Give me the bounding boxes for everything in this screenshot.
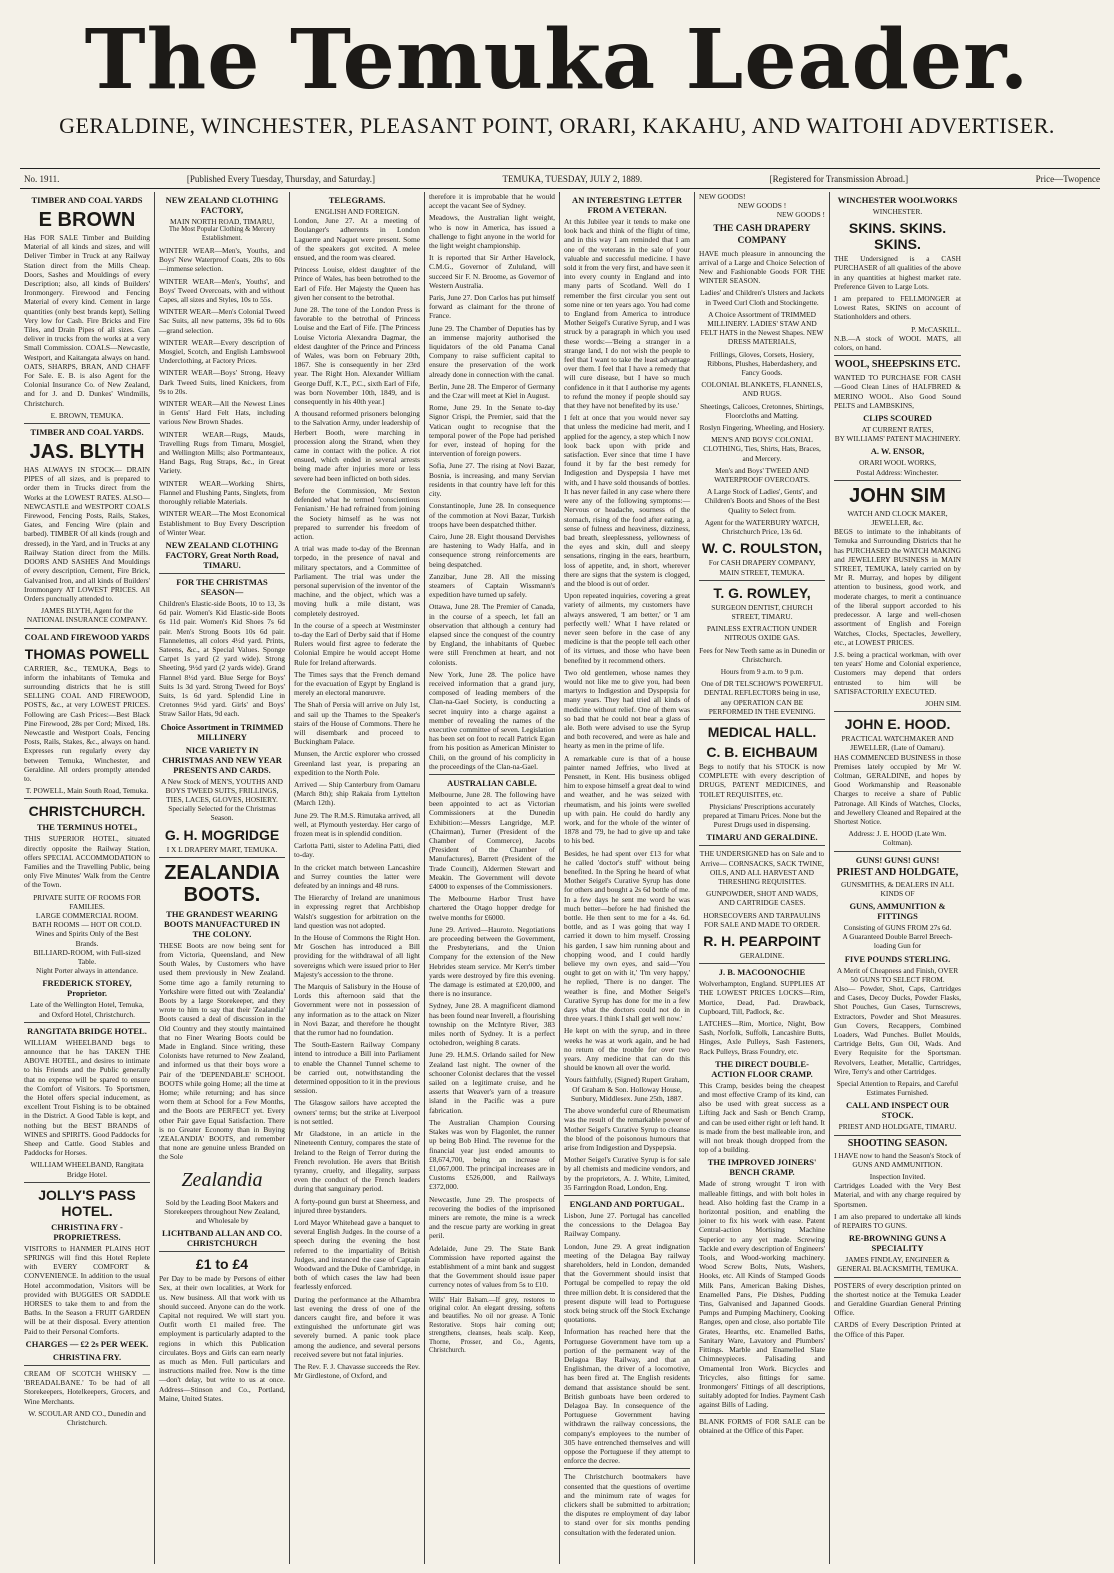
ad-body: Also— Powder, Shot, Caps, Cartridges and Cases, Decoy Ducks, Powder Flasks, Shot Pouches, Gun Cases, Turnscrews, Extractors, Powder and Shot Measures. Gun Covers, Recappers, Combined Loaders, Wad Punches. Bullet Moulds, Cartridge Belts, Gun Oil, Wads. And Every Requisite for the Sportsman. Revolvers, Leather, Metallic, Cartridges, Wire, Terry's and other Cartridges. <box>834 983 961 1076</box>
news-item: June 29. H.M.S. Orlando sailed for New Zealand last night. The owner of the schooner Colonist declares that the vessel sailed on a legitimate cruise, and he asserts that Weaver's yarn of a treasure island in the Pacific was a pure fabrication. <box>429 1050 555 1115</box>
ad-body: N.B.—A stock of WOOL MATS, all colors, on hand. <box>834 333 961 353</box>
masthead <box>0 0 1114 176</box>
ad-body: WINTER WEAR—The Most Economical Establishment to Buy Every Description of Winter Wear. <box>159 509 285 537</box>
letter-paragraph: A remarkable cure is that of a house painter named Jeffries, who lived at Pensnett, in Kent. His business obliged him to expose himself a great deal to wind and weather, and he was seized with rheumatism, and his joints were swelled up with pain. He could do hardly any work, and for the whole of the winter of 1878 and '79, he had to give up and take to his bed. <box>564 753 690 846</box>
ad-body: CARDS of Every Description Printed at the Office of this Paper. <box>834 1320 961 1339</box>
news-item: Sydney, June 28. A magnificent diamond has been found near Inverell, a flourishing township on the McIntyre River, 383 miles north of Sydney. It is a perfect octohedron, weighing 8 carats. <box>429 1001 555 1048</box>
news-item: Lord Mayor Whitehead gave a banquet to several English Judges. In the course of a speech during the evening the host referred to the impartiality of British Judges, and instanced the case of Captain Woodward and the Duke of Cambridge, in both of which cases the law had been fearlessly enforced. <box>294 1217 420 1292</box>
letter-signature: Yours faithfully, (Signed) Rupert Graham, Of Graham & Son. Holloway House, Sunbury, Middlesex. June 25th, 1887. <box>564 1075 690 1103</box>
ad-body: PAINLESS EXTRACTION UNDER NITROUS OXIDE GAS. <box>706 624 818 643</box>
news-item: Meadows, the Australian light weight, who is now in America, has issued a challenge to fight anyone in the world for the light weight championship. <box>429 213 555 251</box>
ad-signature: E. BROWN, TEMUKA. <box>50 410 124 420</box>
ad-name: G. H. MOGRIDGE <box>164 826 280 843</box>
news-item: Melbourne, June 28. The following have been appointed to act as Victorian Commissioners at the Dunedin Exhibition:—Messrs Langridge, M.P. (Chairman), Turner (President of the Chamber of Commerce), Jacobs (President of the Chamber of Manufactures), Barrett (President of the Trade Council), Aldermen Stewart and Meakin. The Government will devote £4000 to expenses of the Commissioners. <box>429 789 555 892</box>
ad-line: WINCHESTER. <box>872 207 923 216</box>
divider <box>24 1182 150 1183</box>
news-item: Arrived — Ship Canterbury from Oamaru (March 8th); ship Rakaia from Lyttelton (March 12th). <box>294 779 420 808</box>
letter-paragraph: Two old gentlemen, whose names they would not like me to give you, had been martyrs to Indigestion and Dyspepsia for many years. They had tried all kinds of medicine without relief. One of them was so bad that he could not bear a glass of ale. Both were advised to use the Syrup and both recovered, and were as hale and hearty as men in the prime of life. <box>564 667 690 751</box>
news-item: It is reported that Sir Arther Havelock, C.M.G., Governor of Zululand, will succeed Sir F. N. Broome, as Governor of Western Australia. <box>429 253 555 290</box>
ad-body: A Choice Assortment of TRIMMED MILLINERY. LADIES' STAW AND FELT HATS in the Newest Shapes. NEW DRESS MATERIALS, <box>700 309 824 347</box>
ad-name: THOMAS POWELL <box>24 645 150 662</box>
ad-body: Begs to notify that his STOCK is now COMPLETE with every description of DRUGS, PATENT MEDICINES, and TOILET REQUISITES, etc. <box>699 761 825 799</box>
ad-body: BLANK FORMS of FOR SALE can be obtained at the Office of this Paper. <box>699 1416 825 1435</box>
section-subheading: ENGLISH AND FOREIGN. <box>314 207 400 216</box>
news-item: Berlin, June 28. The Emperor of Germany and the Czar will meet at Kiel in August. <box>429 381 555 401</box>
news-item: In the course of a speech at Westminster to-day the Earl of Derby said that if Home Rulers would first agree to federate the Colonial Empire he would accept Home Rule for Ireland afterwards. <box>294 620 420 667</box>
ad-name: W. C. ROULSTON, <box>701 540 823 557</box>
letter-paragraph: He kept on with the syrup, and in three weeks he was at work again, and he had no return of the trouble for over two years. Any medicine that can do this should be known all over the world. <box>564 1026 690 1073</box>
news-item: A trial was made to-day of the Brennan torpedo, in the presence of naval and military spectators, and a Committee of Parliament. The trial was under the personal supervision of the inventor of the machine, and the object, which was a moving hulk a mile distant, was completely destroyed. <box>294 544 420 618</box>
ad-body: HAS ALWAYS IN STOCK— DRAIN PIPES of all sizes, and is prepared to order them in Trucks direct from the Works at the LOWEST RATES. ALSO— NEWCASTLE and WESTPORT COALS Firewood, Fencing Posts, Rails, Stakes, Gates, and Fencing Wire (plain and barbed). TIMBER Of all kinds (rough and dressed), in the Yard, and in Trucks at any Railway Station direct from the Mills. DOORS AND SASHES And Mouldings of every description, Cement, Fire Brick, Galvanised Iron, and all kinds of Builders' Ironmongery AT LOWEST PRICES. All Orders punctually attended to. <box>24 465 150 603</box>
ad-body: COLONIAL BLANKETS, FLANNELS, AND RUGS. <box>701 380 823 399</box>
ad-line: LARGE COMMERCIAL ROOM. <box>35 910 139 920</box>
ad-signature: CHRISTINA FRY. <box>52 1351 122 1362</box>
news-item: Newcastle, June 29. The prospects of recovering the bodies of the imprisoned miners are remote, the mine is a wreck and the rescue party are working in great peril. <box>429 1194 555 1241</box>
column-1 <box>20 192 155 1564</box>
ad-body: THE Undersigned is a CASH PURCHASER of all qualities of the above in any quantities at highest market rate. Preference Given to Large Lots. <box>834 254 961 291</box>
ad-line: Late of the Wellington Hotel, Temuka, and Oxford Hotel, Christchurch. <box>30 1000 144 1019</box>
news-item: Constantinople, June 28. In consequence of the commotion at Novi Bazar, Turkish troops have been despatched thither. <box>429 501 555 529</box>
new-goods-line-1: NEW GOODS! <box>699 192 746 201</box>
ad-body: Men's and Boys' TWEED AND WATERPROOF OVERCOATS. <box>714 465 810 485</box>
letter-paragraph: At this Jubilee year it tends to make one look back and think of the flight of time, and in this way I am reminded that I am one of the veterans in the sale of your valuable and successful medicine. I have sold it from the very first, and have seen it into every county in England and into many parts of Scotland. Well do I remember the first circular you sent out some nine or ten years ago. You had come to England from America to introduce Mother Seigel's Curative Syrup, and I was struck by a paragraph in which you used these words:—'Being a stranger in a strange land, I do not wish the people to feel that I want to take the least advantage over them. I feel that I have a remedy that will cure disease, but I have so much confidence in it that I authorise my agents to refund the money if people should say that they have not benefited by its use.' <box>564 217 690 411</box>
divider <box>834 851 961 852</box>
ad-body: I am prepared to FELLMONGER at Lowest Rates, SKINS on account of Stationholders and others. <box>834 294 961 322</box>
ad-body: Ladies' and Children's Ulsters and Jackets in Tweed Curl Cloth and Stockingette. <box>700 288 824 307</box>
ad-body: VISITORS to HANMER PLAINS HOT SPRINGS will find this Hotel Replete with EVERY COMFORT & CONVENIENCE. In addition to the usual Hotel accommodation, Visitors will be provided with BUGGIES OR SADDLE HORSES to take them to and from the Baths. In the Season a FRUIT GARDEN will be at their disposal. Every attention Paid to their Personal Comforts. <box>24 1243 150 1336</box>
ad-body: Children's Elastic-side Boots, 10 to 13, 3s 6d pair. Women's Kid Elastic-side Boots 6s 11d pair. Women's Kid Shoes 7s 6d pair. Men's Strong Boots 10s 6d pair. Flannelettes, all colors 4½d yard. Prints, Sateens, &c., at Special Values. Sponge Carpet 1s yard (2 yard wide). Strong Sheeting, 9½d yard (2 yards wide). Grand Flannel 8½d yard. Blue Serge for Boys' Suits 1s 3d yard. Strong Tweed for Boys' Suits, 1s 6d yard. Splendid Line in Cretonnes 9½d yard. Girls' and Boys' Straw Sailor Hats, 9d each. <box>159 598 285 719</box>
divider <box>699 719 825 720</box>
ad-body: WINTER WEAR—Boys' Strong, Heavy Dark Tweed Suits, lined Knickers, from 9s to 20s. <box>159 368 285 396</box>
ad-body: WINTER WEAR—Rugs, Mauds, Travelling Rugs from Timaru, Mosgiel, and Wellington Mills; also Portmanteaux, Hand Bags, Rug Straps, &c., in Great Variety. <box>159 429 285 476</box>
ad-body: Physicians' Prescriptions accurately prepared at Timaru Prices. None but the Purest Drugs used in dispensing. <box>702 801 822 830</box>
newspaper-title: The Temuka Leader. <box>84 12 1030 108</box>
news-item: The Rev. F. J. Chavasse succeeds the Rev. Mr Girdlestone, of Oxford, and <box>294 1361 420 1381</box>
ad-name: MEDICAL HALL. <box>707 723 817 740</box>
ad-line: MAIN NORTH ROAD, TIMARU, <box>170 217 274 226</box>
divider <box>24 423 150 424</box>
ad-body: WINTER WEAR—Men's, Youths, and Boys' New Waterproof Coats, 20s to 60s—immense selection. <box>159 246 285 274</box>
news-item: A forty-pound gun burst at Sheerness, and injured three bystanders. <box>294 1196 420 1215</box>
ad-line: Inspection Invited. <box>869 1172 926 1182</box>
ad-line: ORARI WOOL WORKS, <box>859 458 936 468</box>
ad-body: J.S. being a practical workman, with over ten years' Home and Colonial experience, Customers may depend that orders entrusted to him will be SATISFACTORILY EXECUTED. <box>834 649 961 696</box>
ad-body: BEGS to intimate to the inhabitants of Temuka and Surrounding Districts that he has PURCHASED the WATCH MAKING and JEWELLERY BUSINESS in MAIN STREET, TEMUKA, lately carried on by Mr R. Murray, and hopes by diligent attention to business, good work, and moderate charges, to merit a continuance of the liberal support accorded to his predecessor. A large and well-chosen assortment of English and Foreign Watches, Clocks, Spectacles, Jewellery, etc., at LOWEST PRICES. <box>834 527 961 647</box>
news-item: The Glasgow sailors have accepted the owners' terms; but the strike at Liverpool is not settled. <box>294 1098 420 1126</box>
ad-line: GERALDINE. <box>739 950 785 960</box>
masthead-rule-bottom <box>20 188 1100 189</box>
ad-name: T. G. ROWLEY, <box>713 584 811 601</box>
news-item: June 29. Arrived—Hauroto. Negotiations are proceeding between the Government, the Presbyterians, and the Union Company for the extension of the New Hebrides steam service. Mr Kerr's timber yards were destroyed by fire this evening. The damage is estimated at £20,000, and there is no insurance. <box>429 924 555 999</box>
place-date: TEMUKA, TUESDAY, JULY 2, 1889. <box>502 174 643 184</box>
divider <box>699 580 825 581</box>
columns <box>20 192 1100 1564</box>
news-item: The Christchurch bootmakers have consented that the questions of overtime and the minimum rate of wages for clickers shall be submitted to arbitration; the disputes re employment of day labor to stand over for six months pending consultation with the federated union. <box>564 1472 690 1537</box>
letter-paragraph: Besides, he had spent over £13 for what he called 'doctor's stuff' without being benefited. In the Spring he heard of what Mother Seigel's Curative Syrup has done for others and bought a 2s 6d bottle of me. In a few days he sent me word he was much better—before he had finished the bottle. He then sent to me for a 4s. 6d. bottle, and as I was going that way I carried it down to him myself. Crossing his garden, I saw him running about and chopping wood, and I could hardly believe my own eyes, and said—'You ought to get on with it,' 'I'm very happy,' he replied, 'There is no danger. The weather is fine, and Mother Seigel's Curative Syrup has done for me in a few days what the doctors could not do in three years. I think I shall get well now.' <box>564 848 690 1024</box>
divider <box>429 774 555 775</box>
ad-signature: LICHTBAND ALLAN AND CO. CHRISTCHURCH <box>162 1228 282 1249</box>
ad-signature: WILLIAM WHEELBAND, Rangitata Bridge Hotel. <box>30 1160 144 1179</box>
ad-heading: TIMBER AND COAL YARDS <box>31 195 143 205</box>
ad-name: JOLLY'S PASS HOTEL. <box>38 1186 136 1219</box>
divider <box>699 845 825 846</box>
news-item: Munsen, the Arctic explorer who crossed Greenland last year, is preparing an expedition to the North Pole. <box>294 749 420 777</box>
news-item: The Shah of Persia will arrive on July 1st, and sail up the Thames to the Speaker's stairs of the House of Commons. There he will disembark and proceed to Buckingham Palace. <box>294 700 420 747</box>
divider <box>24 1022 150 1023</box>
ad-heading: FOR THE CHRISTMAS SEASON— <box>176 576 268 597</box>
ad-body: A Large Stock of Ladies', Gents', and Children's Boots and Shoes of the Best Quality to Select from. <box>704 487 820 515</box>
ad-body: Sheetings, Calicoes, Cretonnes, Shirtings, Floorcloths and Matting. <box>700 401 824 420</box>
ad-body: CREAM OF SCOTCH WHISKY — 'BREADALBANE.' To be had of all Storekeepers, Hotelkeepers, Grocers, and Wine Merchants. <box>24 1368 150 1406</box>
ad-body: Cartridges Loaded with the Very Best Material, and with any charge required by Sportsmen. <box>834 1181 961 1209</box>
divider <box>159 1251 285 1252</box>
letter-paragraph: Mother Seigel's Curative Syrup is for sale by all chemists and medicine vendors, and by the proprietors, A. J. White, Limited, 35 Farringdon Road, London, Eng. <box>564 1155 690 1192</box>
ad-signature: A. W. ENSOR, <box>870 446 925 457</box>
ad-body: WINTER WEAR—Every description of Mosgiel, Scotch, and English Lambswool Underclothing, at Factory Prices. <box>159 337 285 366</box>
ad-body: I am also prepared to undertake all kinds of REPAIRS TO GUNS. <box>834 1211 961 1231</box>
news-item: June 29. The R.M.S. Rimutaka arrived, all well, at Plymouth yesterday. Her cargo of frozen meat is in splendid condition. <box>294 810 420 838</box>
ad-line: BATH ROOMS — HOT OR COLD. <box>32 920 142 930</box>
ad-signature: PRIEST AND HOLDGATE, TIMARU. <box>838 1122 957 1132</box>
ad-line: The Most Popular Clothing & Mercery Establishment. <box>168 226 276 242</box>
ad-line: AT CURRENT RATES, <box>861 425 934 435</box>
ad-line: A Guaranteed Double Barrel Breech-loading Gun for <box>842 932 953 951</box>
letter-paragraph: Upon repeated inquiries, covering a great variety of ailments, my customers have always answered, 'I am better,' or 'I am perfectly well.' What I have related or never seen before in the case of any medicine is that the people tell each other of its virtues, and those who have been benefited by it recommend others. <box>564 591 690 665</box>
ad-heading: THE GRANDEST WEARING BOOTS MANUFACTURED IN THE COLONY. <box>163 908 281 939</box>
column-6 <box>695 192 830 1564</box>
ad-body: WILLIAM WHEELBAND begs to announce that he has TAKEN THE ABOVE HOTEL, and desires to intimate to his Friends and the Public generally that no expense will be spared to ensure the Comfort of Visitors. To Sportsmen, the Hotel offers special inducement, as excellent Trout Fishing is to be obtained in the District. A Good Table is kept, and nothing but the BEST BRANDS of WINES and SPIRITS. Good Paddocks for Sheep and Cattle. Good Stables and Paddocks for Horses. <box>24 1037 150 1158</box>
ad-line: GUNS, AMMUNITION & FITTINGS <box>849 900 946 921</box>
newspaper-subtitle: GERALDINE, WINCHESTER, PLEASANT POINT, ORARI, KAKAHU, AND WAITOHI ADVERTISER. <box>59 113 1055 138</box>
news-item: Mr Gladstone, in an article in the Nineteenth Century, compares the state of Ireland to the Reign of Terror during the French revolution. He avers that British tyranny, cruelty, and illegality, surpass even the conduct of the French leaders during that sanguinary period. <box>294 1129 420 1194</box>
ad-line: CHARGES — £2 2s PER WEEK. <box>25 1338 149 1349</box>
news-item: The Times says that the French demand for the evacuation of Egypt by England is merely an electoral manœuvre. <box>294 669 420 698</box>
ad-heading: GUNS! GUNS! GUNS! <box>855 854 940 865</box>
section-heading: ENGLAND AND PORTUGAL. <box>569 1198 685 1209</box>
ad-line: SURGEON DENTIST, CHURCH STREET, TIMARU. <box>711 602 813 621</box>
ad-name: CHRISTCHURCH. <box>28 803 146 820</box>
ad-line: TIMARU AND GERALDINE. <box>706 832 818 843</box>
divider <box>834 1135 961 1136</box>
news-item: During the performance at the Alhambra last evening the dress of one of the dancers caught fire, and before it was extinguished the unfortunate girl was severely burned. A panic took place among the audience, and several persons received severe but not fatal injuries. <box>294 1294 420 1359</box>
ad-heading: COAL AND FIREWOOD YARDS <box>24 631 150 642</box>
ad-line: Choice Assortment in TRIMMED MILLINERY <box>160 721 284 742</box>
section-heading: AUSTRALIAN CABLE. <box>447 777 537 788</box>
column-7 <box>830 192 965 1564</box>
ad-line: CALL AND INSPECT OUR STOCK. <box>845 1100 950 1121</box>
ad-line: Night Porter always in attendance. <box>35 966 138 976</box>
ad-body: LATCHES—Rim, Mortice, Night, Bow Sash, Norfolk, Suffolk, Lancashire Butts, Hinges, Axle Pulleys, Sash Fasteners, Rack Pulleys, Brass Foundry, etc. <box>699 1019 825 1056</box>
news-item: The Marquis of Salisbury in the House of Lords this afternoon said that the Government were not in possession of any information as to the attack on Nizer in Novi Bazar, and therefore he thought that the rumor had no foundation. <box>294 982 420 1038</box>
ad-body: HORSECOVERS AND TARPAULINS FOR SALE AND MADE TO ORDER. <box>703 910 821 929</box>
news-item: June 28. The tone of the London Press is favorable to the betrothal of Princess Louise and the Earl of Fife. [The Princess Louise Victoria Alexandra Dagmar, the eldest daughter of the Prince and Princess of Wales, was born on February 20th, 1867. She is consequently in her 23rd year. The Right Hon. Alexander William George Duff, K.T., P.C., sixth Earl of Fife, was born November 10th, 1849, and is consequently in his 40th year.] <box>294 305 420 407</box>
ad-name: C. B. EICHBAUM <box>706 743 818 760</box>
news-item: Adelaide, June 29. The State Bank Commission have reported against the establishment of a mint bank and suggest that the Government should issue paper currency notes of values from 5s to £10. <box>429 1243 555 1290</box>
ad-body: HAS COMMENCED BUSINESS in those Premises lately occupied by Mr W. Coltman, GERALDINE, and hopes by Good Workmanship and Reasonable Charges to receive a share of Public Patronage. All Kinds of Watches, Clocks, and Jewellery Cleaned and Repaired at the Shortest Notice. <box>834 752 961 826</box>
news-item: Zanzibar, June 28. All the missing steamers of Captain Wissmann's expedition have turned up safely. <box>429 571 555 600</box>
ad-line: Sold by the Leading Boot Makers and Storekeepers throughout New Zealand, and Wholesale by <box>164 1197 280 1226</box>
ad-body: Hours from 9 a.m. to 9 p.m. <box>720 666 804 676</box>
news-item: Wills' Hair Balsam.—If grey, restores to original color. An elegant dressing, softens and beautifies. No oil nor grease. A Tonic Restorative. Stops hair coming out; strengthens, cleanses, heals scalp. Keep, Thorne, Prosser, and Co., Agents, Christchurch. <box>429 1296 555 1354</box>
news-item: The Hierarchy of Ireland are unanimous in expressing regret that Archbishop Walsh's suggestion for arbitration on the land question was not adopted. <box>294 893 420 930</box>
column-3 <box>290 192 425 1564</box>
ad-name: J. B. MACOONOCHIE <box>718 967 806 978</box>
new-goods-line-3: NEW GOODS ! <box>776 210 825 220</box>
price: Price—Twopence <box>1035 174 1100 184</box>
divider <box>24 1365 150 1366</box>
ad-signature: P. McCASKILL. <box>911 324 961 334</box>
divider <box>834 355 961 356</box>
ad-heading: CHRISTINA FRY - PROPRIETRESS. <box>51 1221 123 1242</box>
masthead-rule-top <box>20 168 1100 169</box>
news-item: Information has reached here that the Portuguese Government have torn up a portion of the permanent way of the Delagoa Bay Railway, and that an Englishman, the driver of a locomotive, has been fired at. The English residents demand that assistance should be sent. British gunboats have been ordered to Delagoa Bay. In consequence of the Portuguese Government having withdrawn the railway concessions, the company's employees to the number of 305 have entrenched themselves and will oppose the Portuguese if they attempt to enforce the decree. <box>564 1327 690 1466</box>
ad-body: This Cramp, besides being the cheapest and most effective Cramp of its kind, can also be used with great success as a Lifting Jack and Sash or Bench Cramp, and can be used either right or left hand. It is made from the best malleable iron, and will not break though dropped from the top of a building. <box>699 1080 825 1155</box>
ad-heading: THE DIRECT DOUBLE-ACTION FLOOR CRAMP. <box>711 1058 813 1079</box>
news-item: A thousand reformed prisoners belonging to the Salvation Army, under leadership of Herbert Booth, were marching in procession along the Strand, when they came in contact with the police. A riot ensued, which ended in several arrests being made after injuries more or less severe had been inflicted on both sides. <box>294 409 420 483</box>
ad-name: JAS. BLYTH <box>29 441 145 464</box>
ad-heading: TIMBER AND COAL YARDS. <box>30 427 144 438</box>
ad-signature: T. POWELL, Main South Road, Temuka. <box>25 786 149 796</box>
ad-body: WINTER WEAR—Working Shirts, Flannel and Flushing Pants, Singlets, from thoroughly reliable Materials. <box>159 478 285 507</box>
divider <box>834 1277 961 1278</box>
section-heading: TELEGRAMS. <box>328 195 386 205</box>
ad-name: ZEALANDIA BOOTS. <box>164 861 280 906</box>
zealandia-brand-script: Zealandia <box>181 1168 263 1191</box>
ad-name: WOOL, SHEEPSKINS ETC. <box>834 359 961 371</box>
divider <box>159 573 285 574</box>
ad-line: GUNSMITHS, & DEALERS IN ALL KINDS OF <box>840 879 955 898</box>
news-item: therefore it is improbable that he would accept the vacant See of Sydney. <box>429 192 555 211</box>
divider <box>24 798 150 799</box>
ad-body: WINTER WEAR—All the Newest Lines in Gents' Hard Felt Hats, including various New Brown Shades. <box>159 399 285 427</box>
ad-body: GUNPOWDER, SHOT AND WADS, AND CARTRIDGE CASES. <box>705 889 819 908</box>
news-item: Rome, June 29. In the Senate to-day Signor Crispi, the Premier, said that the Vatican ought to recognise that the temporal power of the Pope had perished for ever, instead of hoping for the intervention of foreign powers. <box>429 403 555 459</box>
ad-heading: THE TERMINUS HOTEL, <box>36 822 138 833</box>
ad-body: Per Day to be made by Persons of either Sex, at their own localities, at Work for us. New business. All that work with us should succeed. Anyone can do the work. Capital not required. We will start you. Outfit worth £1 mailed free. The employment is particularly adapted to the regions in which this Publication circulates. Boys and Girls can earn nearly as much as Men. Full particulars and instructions mailed free. Now is the time—don't delay, but write to us at once. Address—Stinson and Co., Portland, Maine, United States. <box>159 1274 285 1403</box>
ad-body: A New Stock of MEN'S, YOUTHS AND BOYS TWEED SUITS, FRILLINGS, TIES, LACES, GLOVES, HOSIERY. Specially Selected for the Christmas Season. <box>161 776 283 823</box>
ad-line: NICE VARIETY IN CHRISTMAS AND NEW YEAR PRESENTS AND CARDS. <box>162 744 282 775</box>
ad-name: R. H. PEARPOINT <box>703 932 821 949</box>
ad-signature: Address: J. E. HOOD (Late Wm. Coltman). <box>848 829 947 848</box>
divider <box>159 857 285 858</box>
publication-schedule: [Published Every Tuesday, Thursday, and Saturday.] <box>186 174 375 184</box>
ad-line: PRIVATE SUITE OF ROOMS FOR FAMILIES. <box>33 892 141 911</box>
ad-name: THE CASH DRAPERY COMPANY <box>713 223 811 246</box>
news-item: New York, June 28. The police have received information that a grand jury, composed of leading members of the Clan-na-Gael Society, is conducting a secret inquiry into a charge against a member of revealing the names of the executive committee of seven. Legislation has been set on foot to recall Patrick Egan from his position as American Minister to Chili, on the ground of his complicity in the proceedings of the Clan-na-Gael. <box>429 669 555 771</box>
ad-body: THESE Boots are now being sent for from Victoria, Queensland, and New South Wales, by Customers who have used them previously in New Zealand. Some time ago a family returning to Yorkshire were fitted out with 'Zealandia' Boots by a large Storekeeper, and they wrote to him to say that their 'Zealandia' Boots caused a deal of discussion in the Old Country and they stoutly maintained that no Finer Wearing Boots could be Made in England. Since writing, these Colonists have returned to New Zealand, and informed us that their boys wore a Pair of the 'DEPENDABLE' SCHOOL BOOTS while going Home; all the time at Home; while returning; and has since worn them at School for a Few Months, and the Boots are PERFECT yet. Every other Pair gave Equal Satisfaction. There is no Greater Economy than in Buying 'ZEALANDIA' BOOTS, and remember that none are genuine unless Branded on the Sole <box>159 940 285 1162</box>
ad-line: BILLIARD-ROOM, with Full-sized Table. <box>33 947 141 966</box>
ad-body: Has FOR SALE Timber and Building Material of all kinds and sizes, and will Deliver Timber in Truck at any Railway Station direct from the Mills Cheap. Doors, Sashes and Mouldings of every Description; also, all kinds of Builders' Ironmongery. Firewood and Fencing Material of every kind. Cement in large quantities (only best brands kept), Selling Very low for Cash. Fire Bricks and Fire Tiles, and Drain Pipes of all sizes. Can deliver in trucks from the works at a very Small Commission. COALS—Newcastle, Westport, and Kaitangata always on hand. OATS, SHARPS, BRAN, AND CHAFF For Sale. E. B. is also Agent for the Colonial Insurance Co. of New Zealand, and for J. and D. Dunkes' Windmills, Christchurch. <box>24 233 150 408</box>
ad-body: CARRIER, &c., TEMUKA, Begs to inform the inhabitants of Temuka and surrounding districts that he is still SELLING COAL AND FIREWOOD, POSTS, &c., at very LOWEST PRICES. Following are Cash Prices:—Best Black Pine Firewood, 28s per Cord; Mixed, 18s. Newcastle and Westport Coals, Fencing Posts, Rails, Stakes, &c., always on hand. Expresses run regularly every day between Temuka, Winchester, and Geraldine. All orders promptly attended to. <box>24 663 150 783</box>
news-item: London, June 27. At a meeting of Boulanger's adherents in London Laguerre and Naquet were present. Some of the speakers got excited. A melee ensued, and the room was cleared. <box>294 216 420 263</box>
news-item: London, June 29. A great indignation meeting of the Delagoa Bay railway shareholders, held in London, demanded that the Government should insist that Portugal be compelled to repay the old three million debt. It is considered that the present dispute will lead to Portuguese stock being struck off the Stock Exchange quotations. <box>564 1241 690 1325</box>
ad-body: WINTER WEAR—Men's Colonial Tweed Sac Suits, all new patterns, 39s 6d to 60s—grand selection. <box>159 307 285 335</box>
ad-name: £1 to £4 <box>195 1256 249 1273</box>
divider <box>834 711 961 712</box>
divider <box>834 480 961 481</box>
ad-body: WANTED TO PURCHASE FOR CASH—Good Clean Lines of HALFBRED & MERINO WOOL. Also Good Sound PELTS and LAMBSKINS, <box>834 373 961 410</box>
ad-body: One of DR TELSCHOW'S POWERFUL DENTAL REFLECTORS being in use, any OPERATION CAN BE PERFORMED IN THE EVENING. <box>701 679 823 716</box>
ad-body: HAVE much pleasure in announcing the arrival of a Large and Choice Selection of New and Fashionable Goods FOR THE WINTER SEASON. <box>699 248 825 286</box>
ad-body: MEN'S AND BOYS' COLONIAL CLOTHING, Ties, Shirts, Hats, Braces, and Mercery. <box>703 435 821 463</box>
ad-body: THIS SUPERIOR HOTEL, situated directly opposite the Railway Station, offers SPECIAL ACCOMMODATION to Families and the Travelling Public, being only Five Minutes' Walk from the Centre of the Town. <box>24 834 150 890</box>
news-item: The South-Eastern Railway Company intend to introduce a Bill into Parliament to enable the Channel Tunnel scheme to be carried out, notwithstanding the determined opposition to it in the previous session. <box>294 1040 420 1096</box>
ad-line: I X L DRAPERY MART, TEMUKA. <box>166 844 278 854</box>
ad-heading: THE IMPROVED JOINERS' BENCH CRAMP. <box>707 1157 817 1178</box>
ad-signature: NEW ZEALAND CLOTHING FACTORY, Great North Road, TIMARU. <box>165 539 279 570</box>
news-item: Ottawa, June 28. The Premier of Canada, in the course of a speech, let fall an observation that although a century had elapsed since the conquest of the country by England, the inhabitants of Quebec were still Frenchmen at heart, and not colonists. <box>429 602 555 667</box>
ad-line: PRACTICAL WATCHMAKER AND JEWELLER, (Late of Oamaru). <box>841 734 954 753</box>
ad-name: JOHN SIM <box>849 484 946 507</box>
ad-body: Made of strong wrought T iron with malleable fittings, and with bolt holes in head. Also holding fast the Cramp in a horizontal position, and enabling the joiner to fix his work with ease. Patent Central-action Mortising Machine Superior to any yet made. Screwing Tackle and every description of Engineers' Tools, and Wood-working machinery. Wood Screw Bolts, Nuts, Washers, Hooks, etc. All Kinds of Stamped Goods Milk Pans, American Baking Dishes, Enamelled Pans, Pie Dishes, Pudding Tins, Galvanised and Japanned Goods. Pumps and Pumping Machinery, Cooking Ranges, open and close, also portable Tile Grates, Hearths, etc. Enamelled Baths, Sanitary Ware, Lavatory and Plumbers' Fittings. Marble and Enamelled Slate Chimneypieces. Palisading and Ornamental Iron Work. Bicycles and Tricycles, also fittings for same. Ironmongers' Fittings of all descriptions, suitably adopted for Indies. Payment Cash against Bills of Lading. <box>699 1179 825 1410</box>
ad-line: For CASH DRAPERY COMPANY, MAIN STREET, TEMUKA. <box>708 558 816 577</box>
news-item: Sofia, June 27. The rising at Novi Bazar, Bosnia, is increasing, and many Servian residents in that country have left for this city. <box>429 461 555 499</box>
ad-name: PRIEST AND HOLDGATE, <box>836 866 959 878</box>
column-5 <box>560 192 695 1564</box>
ad-line: WATCH AND CLOCK MAKER, JEWELLER, &c. <box>847 508 948 528</box>
ad-signature: W. SCOULAR AND CO., Dunedin and Christchurch. <box>28 1408 146 1427</box>
ad-name: SKINS. SKINS. SKINS. <box>848 220 947 253</box>
letter-paragraph: The above wonderful cure of Rheumatism was the result of the remarkable power of Mother Seigel's Curative Syrup to cleanse the blood of the poisonous humours that arise from Indigestion and Dyspepsia. <box>564 1106 690 1152</box>
ad-line: Consisting of GUNS FROM 27s 6d. <box>843 922 952 932</box>
ad-body: Roslyn Fingering, Wheeling, and Hosiery. <box>699 423 825 433</box>
ad-heading: RANGITATA BRIDGE HOTEL. <box>27 1025 147 1036</box>
registration-note: [Registered for Transmission Abroad.] <box>769 174 909 184</box>
dateline <box>24 171 1100 187</box>
news-item: June 29. The Chamber of Deputies has by an immense majority authorised the liquidators of the old Panama Canal Company to raise sufficient capital to ensure the preservation of the work already done in connection with the canal. <box>429 323 555 379</box>
news-item: The Melbourne Harbor Trust have chartered the Otago hopper dredge for twelve months for £6000. <box>429 894 555 922</box>
news-item: Carlotta Patti, sister to Adelina Patti, died to-day. <box>294 841 420 860</box>
ad-body: POSTERS of every description printed on the shortest notice at the Temuka Leader and Geraldine Guardian General Printing Office. <box>834 1280 961 1318</box>
ad-body: Fees for New Teeth same as in Dunedin or Christchurch. <box>699 645 825 664</box>
ad-line: A Merit of Cheapness and Finish, OVER 50 GUNS TO SELECT FROM. <box>836 965 959 984</box>
section-heading: AN INTERESTING LETTER FROM A VETERAN. <box>571 195 683 215</box>
ad-line: FIVE POUNDS STERLING. <box>844 953 951 964</box>
ad-signature: FREDERICK STOREY, Proprietor. <box>42 978 132 999</box>
column-4 <box>425 192 560 1564</box>
divider <box>699 963 825 964</box>
ad-body: Agent for the WATERBURY WATCH, Christchurch Price, 13s 6d. <box>704 517 820 537</box>
divider <box>24 628 150 629</box>
ad-heading: NEW ZEALAND CLOTHING FACTORY, <box>165 195 279 215</box>
ad-name: JOHN E. HOOD. <box>844 716 951 733</box>
ad-line: Special Attention to Repairs, and Careful Estimates Furnished. <box>836 1079 959 1098</box>
ad-heading: WINCHESTER WOOLWORKS <box>837 195 958 205</box>
ad-body: THE UNDERSIGNED has on Sale and to Arrive— CORNSACKS, SACK TWINE, OILS, AND ALL HARVEST AND THRESHING REQUISITES. <box>699 849 825 886</box>
ad-name: SHOOTING SEASON. <box>847 1137 948 1149</box>
ad-signature: JAMES FINDLAY, ENGINEER & GENERAL BLACKSMITH, TEMUKA. <box>836 1255 959 1274</box>
news-item: Cairo, June 28. Eight thousand Dervishes are hastening to Wady Halfa, and in consequence strong reinforcements are being despatched. <box>429 531 555 569</box>
news-item: Lisbon, June 27. Portugal has cancelled the concessions to the Delagoa Bay Railway Company. <box>564 1210 690 1239</box>
news-item: In the House of Commons the Right Hon. Mr Goschen has introduced a Bill providing for the withdrawal of all light sovereigns which were issued prior to Her Majesty's accession to the throne. <box>294 933 420 979</box>
ad-line: CLIPS SCOURED <box>863 413 932 424</box>
ad-signature: JOHN SIM. <box>925 698 961 708</box>
ad-body: Wolverhampton, England. SUPPLIES AT THE LOWEST PRICES LOCKS—Rim, Mortice, Dead, Pad. Drawback, Cupboard, Till, Padlock, &c. <box>699 979 825 1016</box>
divider <box>564 1195 690 1196</box>
news-item: The Australian Champion Coursing Stakes was won by Flagonlet, the runner up being Bob Hind. The revenue for the financial year just ended amounts to £8,674,700, being an increase of £1,067,000. The principal increases are in Customs £526,000, and Railways £372,000. <box>429 1117 555 1192</box>
news-item: Paris, June 27. Don Carlos has put himself forward as claimant for the throne of France. <box>429 293 555 321</box>
ad-body: WINTER WEAR—Men's, Youths', and Boys' Tweed Overcoats, with and without Capes, all sizes and Styles, 10s to 55s. <box>159 276 285 305</box>
new-goods-line-2: NEW GOODS ! <box>737 201 787 211</box>
news-item: Before the Commission, Mr Sexton defended what he termed 'conscientious Fenianism.' He had refrained from joining the Society himself as he was not prepared to surrender his freedom of action. <box>294 485 420 541</box>
news-item: In the cricket match between Lancashire and Surrey counties the latter were defeated by an innings and 48 runs. <box>294 862 420 891</box>
ad-name: E BROWN <box>38 209 136 231</box>
divider <box>564 1468 690 1469</box>
ad-body: I HAVE now to hand the Season's Stock of GUNS AND AMMUNITION. <box>834 1150 961 1169</box>
ad-line: BY WILLIAMS' PATENT MACHINERY. <box>834 434 961 444</box>
ad-line: RE-BROWNING GUNS A SPECIALITY <box>848 1233 947 1254</box>
ad-line: Postal Address: Winchester. <box>856 467 939 477</box>
ad-signature: JAMES BLYTH, Agent for the NATIONAL INSURANCE COMPANY. <box>26 606 148 625</box>
ad-body: Frillings, Gloves, Corsets, Hosiery, Ribbons, Plushes, Haberdashery, and Fancy Goods. <box>707 349 817 378</box>
news-item: Princess Louise, eldest daughter of the Prince of Wales, has been betrothed to the Earl of Fife. Her Majesty the Queen has given her consent to the betrothal. <box>294 265 420 302</box>
divider <box>699 1413 825 1414</box>
ad-line: Wines and Spirits Only of the Best Brands. <box>35 929 139 948</box>
divider <box>429 1293 555 1294</box>
issue-number: No. 1911. <box>24 174 60 184</box>
column-2 <box>155 192 290 1564</box>
letter-paragraph: I felt at once that you would never say that unless the medicine had merit, and I applied for the agency, a step which I now look back upon with pride and satisfaction. Ever since that time I have found it by far the best remedy for Indigestion and Dyspepsia I have met with, and I have sold thousands of bottles. It has never failed in any case where there were any of the following symptoms:—Nervous or headache, sourness of the stomach, rising of the food after eating, a sense of fulness and heaviness, dizziness, bad breath, sleeplessness, yellowness of the eyes and skin, dull and sleepy sensations, ringing in the ears, heartburn, loss of appetite, and, in short, wherever there are signs that the system is clogged, and the blood is out of order. <box>564 413 690 588</box>
